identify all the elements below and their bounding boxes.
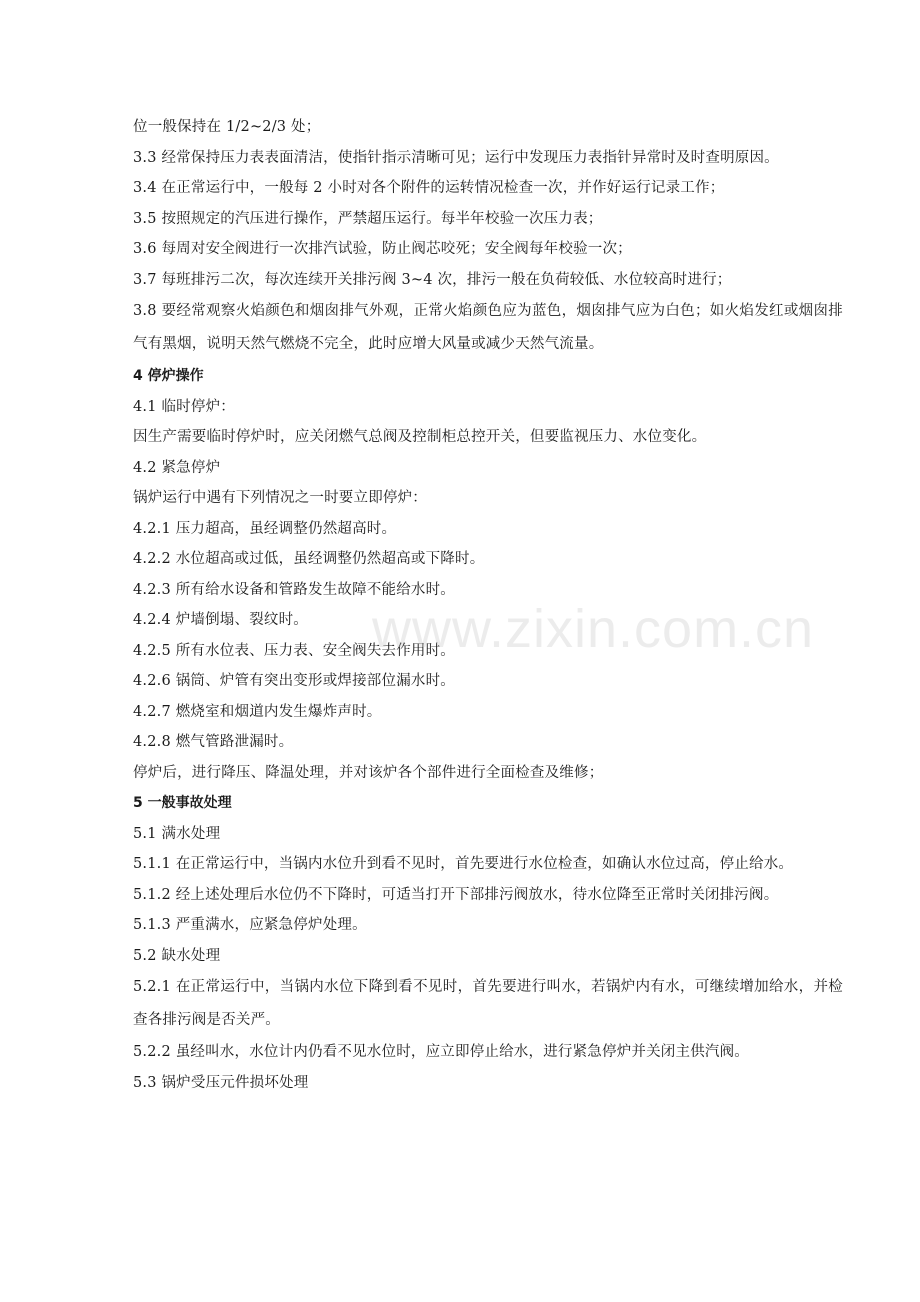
document-body [133, 112, 843, 1098]
text-line-3-6-safety-valve: 3.6 每周对安全阀进行一次排汽试验，防止阀芯咬死；安全阀每年校验一次； [133, 241, 632, 257]
text-line-5-1-1: 5.1.1 在正常运行中，当锅内水位升到看不见时，首先要进行水位检查，如确认水位过高，停止给水。 [133, 856, 794, 872]
text-line-5-1-overflow: 5.1 满水处理 [133, 825, 221, 842]
text-line-5-1-3: 5.1.3 严重满水，应紧急停炉处理。 [133, 917, 367, 933]
text-line-3-4-inspection: 3.4 在正常运行中，一般每 2 小时对各个附件的运转情况检查一次，并作好运行记录工作； [133, 180, 725, 196]
section-heading-5-accident-handling: 5 一般事故处理 [133, 795, 232, 811]
text-line-3-7-blowdown: 3.7 每班排污二次，每次连续开关排污阀 3~4 次，排污一般在负荷较低、水位较高时进行； [133, 271, 732, 288]
text-line-temporary-shutdown-detail: 因生产需要临时停炉时，应关闭燃气总阀及控制柜总控开关，但要监视压力、水位变化。 [133, 429, 707, 445]
text-line-5-2-2: 5.2.2 虽经叫水，水位计内仍看不见水位时，应立即停止给水，进行紧急停炉并关闭主供汽阀。 [133, 1044, 749, 1060]
text-line-4-2-4: 4.2.4 炉墙倒塌、裂纹时。 [133, 612, 309, 628]
text-line-4-2-2: 4.2.2 水位超高或过低，虽经调整仍然超高或下降时。 [133, 551, 485, 567]
text-paragraph-3-8-flame-observation: 3.8 要经常观察火焰颜色和烟囱排气外观，正常火焰颜色应为蓝色，烟囱排气应为白色；如火焰发红或烟囱排气有黑烟，说明天然气燃烧不完全，此时应增大风量或减少天然气流量。 [133, 303, 843, 352]
text-line-4-1-temporary-shutdown: 4.1 临时停炉： [133, 398, 235, 415]
text-line-4-2-6: 4.2.6 锅筒、炉管有突出变形或焊接部位漏水时。 [133, 673, 456, 689]
text-line-3-3-pressure-gauge: 3.3 经常保持压力表表面清洁，使指针指示清晰可见；运行中发现压力表指针异常时及时查明原因。 [133, 149, 779, 166]
text-line-4-2-emergency-shutdown: 4.2 紧急停炉 [133, 459, 221, 476]
text-line-after-shutdown: 停炉后，进行降压、降温处理，并对该炉各个部件进行全面检查及维修； [133, 764, 604, 781]
text-line-5-1-2: 5.1.2 经上述处理后水位仍不下降时，可适当打开下部排污阀放水，待水位降至正常时关闭排污阀。 [133, 886, 779, 903]
text-line-4-2-5: 4.2.5 所有水位表、压力表、安全阀失去作用时。 [133, 642, 456, 659]
watermark-text: www.zixin.com.cn [372, 599, 815, 659]
text-line-emergency-conditions: 锅炉运行中遇有下列情况之一时要立即停炉： [133, 490, 427, 506]
text-line-4-2-7: 4.2.7 燃烧室和烟道内发生爆炸声时。 [133, 703, 382, 720]
text-paragraph-5-2-1: 5.2.1 在正常运行中，当锅内水位下降到看不见时，首先要进行叫水，若锅炉内有水，可继续增加给水，并检查各排污阀是否关严。 [133, 979, 843, 1028]
text-line-5-2-water-shortage: 5.2 缺水处理 [133, 947, 221, 964]
text-line-water-level-range: 位一般保持在 1/2~2/3 处； [133, 119, 321, 135]
text-line-4-2-1: 4.2.1 压力超高，虽经调整仍然超高时。 [133, 520, 397, 537]
text-line-4-2-8: 4.2.8 燃气管路泄漏时。 [133, 734, 294, 750]
text-line-4-2-3: 4.2.3 所有给水设备和管路发生故障不能给水时。 [133, 581, 456, 598]
text-line-3-5-pressure-operation: 3.5 按照规定的汽压进行操作，严禁超压运行。每半年校验一次压力表； [133, 210, 603, 227]
section-heading-4-shutdown: 4 停炉操作 [133, 368, 204, 384]
text-line-5-3-pressure-component-damage: 5.3 锅炉受压元件损坏处理 [133, 1074, 309, 1091]
